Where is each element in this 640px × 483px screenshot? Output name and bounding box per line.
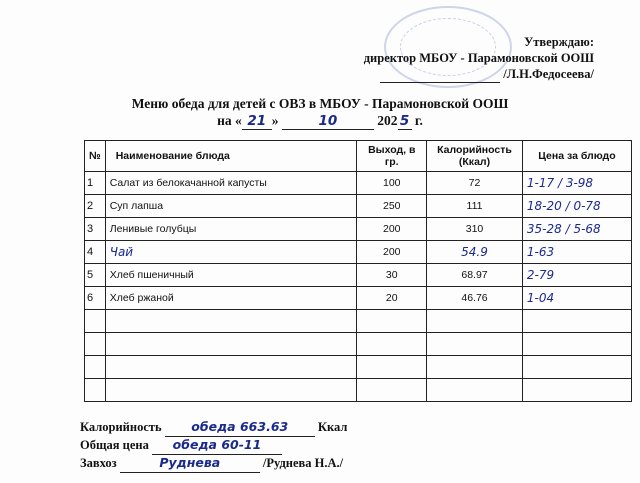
row-num: 1 [85,172,106,195]
dish-weight: 100 [357,172,427,195]
dish-price: 1-17 / 3-98 [522,172,631,195]
approval-line1: Утверждаю: [524,35,594,49]
approval-line3 [364,66,594,83]
col-header-name: Наименование блюда [105,141,357,172]
footer-calories [80,418,347,437]
dish-calories: 310 [427,218,523,241]
date-year: 5 [398,113,412,130]
dish-weight: 30 [357,264,427,287]
row-num: 6 [85,287,106,310]
dish-name: Салат из белокачанной капусты [105,172,357,195]
footer-manager [80,454,343,473]
table-header-row [85,141,632,172]
manager-signature: Руднева [120,454,260,473]
footer-price [80,436,282,455]
menu-table [84,140,632,402]
row-num: 3 [85,218,106,241]
calories-unit: Ккал [317,420,348,434]
empty-row [85,333,632,356]
dish-name: Хлеб ржаной [105,287,357,310]
dish-name: Чай [105,241,357,264]
row-num: 4 [85,241,106,264]
col-header-num: № [85,141,106,172]
col-header-calories: Калорийность (Ккал) [427,141,523,172]
table-row [85,218,632,241]
table-row [85,195,632,218]
manager-name: /Руднева Н.А./ [262,456,344,470]
dish-weight: 200 [357,241,427,264]
page-title: Меню обеда для детей с ОВЗ в МБОУ - Парамоновской ООШ [131,96,509,111]
dish-price: 2-79 [522,264,631,287]
dish-price: 18-20 / 0-78 [522,195,631,218]
director-name: /Л.Н.Федосеева/ [503,67,594,81]
price-label: Общая цена [80,438,149,452]
dish-price: 35-28 / 5-68 [522,218,631,241]
empty-row [85,379,632,402]
dish-price: 1-04 [522,287,631,310]
approval-block [364,34,594,83]
dish-name: Суп лапша [105,195,357,218]
col-header-price: Цена за блюдо [522,141,631,172]
manager-label: Завхоз [80,456,117,470]
date-month: 10 [282,113,374,130]
dish-calories: 54.9 [427,241,523,264]
dish-weight: 200 [357,218,427,241]
date-day: 21 [242,113,272,130]
row-num: 5 [85,264,106,287]
date-line: на « 21 » 10 202 5 г. [217,113,423,129]
dish-calories: 68.97 [427,264,523,287]
table-row [85,287,632,310]
dish-calories: 46.76 [427,287,523,310]
table-row [85,241,632,264]
table-row [85,172,632,195]
dish-weight: 250 [357,195,427,218]
table-row [85,264,632,287]
approval-line2: директор МБОУ - Парамоновской ООШ [363,51,594,65]
empty-row [85,310,632,333]
dish-name: Ленивые голубцы [105,218,357,241]
calories-label: Калорийность [80,420,162,434]
dish-calories: 111 [427,195,523,218]
col-header-weight: Выход, в гр. [357,141,427,172]
calories-value: обеда 663.63 [165,418,315,437]
dish-weight: 20 [357,287,427,310]
empty-row [85,356,632,379]
price-value: обеда 60-11 [152,436,282,455]
dish-price: 1-63 [522,241,631,264]
row-num: 2 [85,195,106,218]
dish-calories: 72 [427,172,523,195]
dish-name: Хлеб пшеничный [105,264,357,287]
